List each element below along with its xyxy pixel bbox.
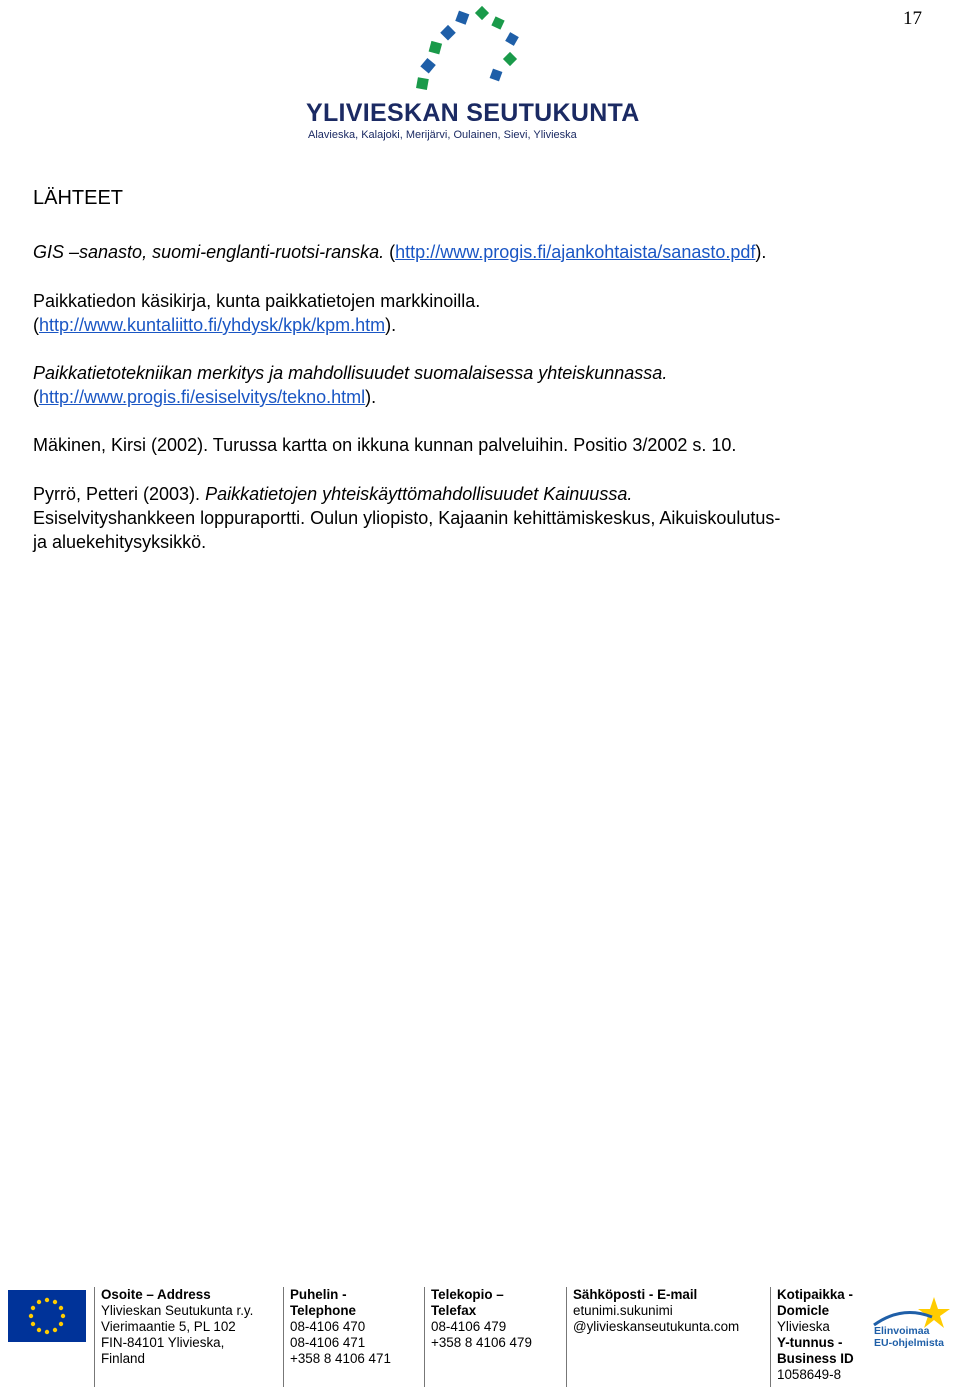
- eu-programme-logo: [872, 1295, 958, 1355]
- footer-address: Osoite – Address Ylivieskan Seutukunta r.y. Vierimaantie 5, PL 102 FIN-84101 Ylivieska, Finland: [94, 1287, 253, 1387]
- reference-1-link[interactable]: http://www.progis.fi/ajankohtaista/sanasto.pdf: [395, 242, 756, 262]
- reference-3-title: Paikkatietotekniikan merkitys ja mahdollisuudet suomalaisessa yhteiskunnassa.: [33, 363, 668, 383]
- footer-phone: Puhelin - Telephone 08-4106 470 08-4106 471 +358 8 4106 471: [283, 1287, 391, 1387]
- eu-flag-icon: [8, 1290, 86, 1342]
- reference-2-link[interactable]: http://www.kuntaliitto.fi/yhdysk/kpk/kpm.htm: [39, 315, 386, 335]
- reference-5-title: Paikkatietojen yhteiskäyttömahdollisuudet Kainuussa.: [205, 484, 633, 504]
- footer-fax: Telekopio – Telefax 08-4106 479 +358 8 4106 479: [424, 1287, 532, 1387]
- reference-5: Pyrrö, Petteri (2003). Paikkatietojen yhteiskäyttömahdollisuudet Kainuussa. Esiselvityshankkeen loppuraportti. Oulun yliopisto, Kajaanin kehittämiskeskus, Aikuiskoulutus- ja aluekehitysyksikkö.: [33, 484, 781, 552]
- reference-2: Paikkatiedon käsikirja, kunta paikkatietojen markkinoilla. (http://www.kuntaliitto.fi/yhdysk/kpk/kpm.htm).: [33, 291, 481, 335]
- reference-5-author: Pyrrö, Petteri (2003).: [33, 484, 206, 504]
- ylivieska-logo: [300, 4, 640, 144]
- footer-email: Sähköposti - E-mail etunimi.sukunimi @ylivieskanseutukunta.com: [566, 1287, 739, 1387]
- reference-4: Mäkinen, Kirsi (2002). Turussa kartta on ikkuna kunnan palveluihin. Positio 3/2002 s. 10.: [33, 435, 737, 455]
- logo-mark-icon: [395, 4, 525, 104]
- eu-logo-line2: EU-ohjelmista: [874, 1337, 945, 1349]
- reference-2-title: Paikkatiedon käsikirja, kunta paikkatietojen markkinoilla.: [33, 291, 481, 311]
- page-number: 17: [903, 8, 922, 29]
- logo-name: YLIVIESKAN SEUTUKUNTA: [306, 99, 640, 127]
- logo-subtitle: Alavieska, Kalajoki, Merijärvi, Oulainen, Sievi, Ylivieska: [308, 129, 577, 141]
- reference-1-title: GIS –sanasto, suomi-englanti-ruotsi-ranska.: [33, 242, 385, 262]
- reference-3-link[interactable]: http://www.progis.fi/esiselvitys/tekno.html: [39, 387, 366, 407]
- footer-domicile: Kotipaikka - Domicle Ylivieska Y-tunnus - Business ID 1058649-8: [770, 1287, 854, 1387]
- reference-3: Paikkatietotekniikan merkitys ja mahdollisuudet suomalaisessa yhteiskunnassa. (http://www.progis.fi/esiselvitys/tekno.html).: [33, 363, 668, 407]
- eu-logo-line1: Elinvoimaa: [874, 1325, 930, 1337]
- section-heading: LÄHTEET: [33, 187, 124, 209]
- footer: [0, 1287, 960, 1389]
- reference-1: GIS –sanasto, suomi-englanti-ruotsi-ranska. (http://www.progis.fi/ajankohtaista/sanasto.pdf).: [33, 242, 767, 262]
